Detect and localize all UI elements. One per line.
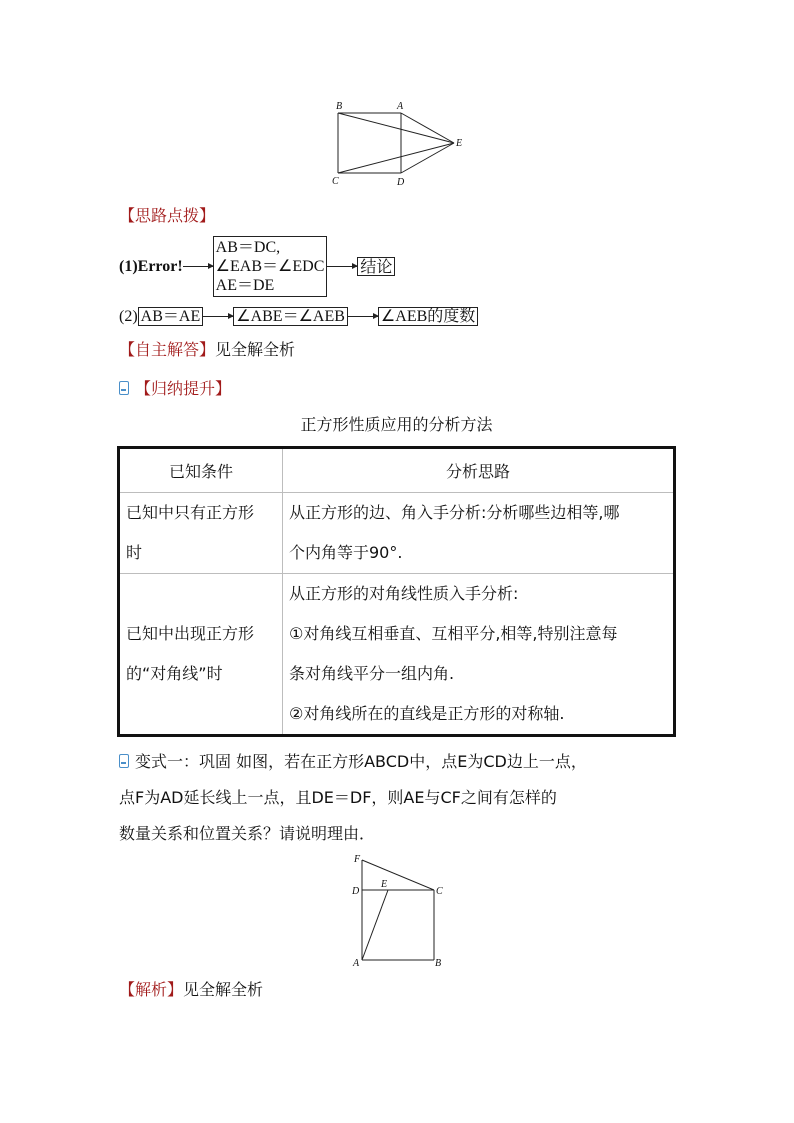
condition-line: 已知中只有正方形 [126, 503, 255, 522]
variant-line: 数量关系和位置关系？请说明理由． [119, 824, 376, 843]
hint-step1 [119, 236, 395, 297]
step1-condition: ∠EAB＝∠EDC [215, 258, 325, 275]
label-e: E [381, 879, 388, 890]
analysis-line: ①对角线互相垂直、互相平分,相等,特别注意每 [289, 624, 618, 643]
step1-conditions-box [213, 236, 328, 297]
step2-label: (2) [119, 307, 138, 325]
analysis-cell [283, 574, 675, 736]
label-a: A [353, 958, 360, 968]
label-e: E [456, 138, 463, 149]
variant-line: 点F为AD延长线上一点，且DE＝DF，则AE与CF之间有怎样的 [119, 788, 557, 807]
table-header-analysis: 分析思路 [283, 448, 675, 493]
condition-line: 时 [126, 543, 143, 562]
label-c: C [436, 886, 443, 897]
condition-line: 的“对角线”时 [126, 664, 223, 683]
analysis-text: 见全解全析 [183, 980, 264, 999]
step2-box: ∠ABE＝∠AEB [233, 307, 348, 326]
summary-heading-row [119, 376, 231, 399]
table-row [119, 493, 675, 574]
analysis-line: 个内角等于90°. [289, 543, 403, 562]
label-c: C [332, 176, 339, 187]
condition-cell [119, 574, 283, 736]
figure-square-abcd-e [330, 98, 465, 188]
condition-cell [119, 493, 283, 574]
self-answer-heading: 【自主解答】 [119, 340, 216, 359]
step1-condition: AB＝DC, [215, 239, 281, 256]
step1-result-box: 结论 [357, 257, 395, 276]
condition-line: 已知中出现正方形 [126, 624, 255, 643]
analysis-line: 从正方形的边、角入手分析:分析哪些边相等,哪 [289, 503, 620, 522]
variant-line [119, 744, 675, 780]
step2-box: ∠AEB的度数 [378, 307, 478, 326]
step1-condition: AE＝DE [215, 277, 275, 294]
label-d: D [397, 177, 405, 188]
pen-icon [119, 381, 129, 395]
pen-icon [119, 754, 129, 768]
analysis-line: ②对角线所在的直线是正方形的对称轴. [289, 704, 565, 723]
label-d: D [352, 886, 360, 897]
variant-question [119, 744, 675, 852]
table-header-row [119, 448, 675, 493]
step1-label: (1)Error! [119, 257, 183, 275]
table-row [119, 574, 675, 736]
label-b: B [336, 101, 343, 112]
label-f: F [354, 854, 361, 865]
step2-box: AB＝AE [138, 307, 204, 326]
label-a: A [397, 101, 404, 112]
variant-line-text: 变式一：巩固 如图，若在正方形ABCD中，点E为CD边上一点， [135, 752, 587, 771]
analysis-cell [283, 493, 675, 574]
arrow-icon [327, 266, 357, 267]
figure-square-abcd-f [348, 852, 448, 968]
analysis-heading: 【解析】 [119, 980, 184, 999]
arrow-icon [348, 316, 378, 317]
arrow-icon [203, 316, 233, 317]
table-header-condition: 已知条件 [119, 448, 283, 493]
hint-step2 [119, 307, 478, 326]
analysis-line: 条对角线平分一组内角. [289, 664, 455, 683]
analysis-line: 从正方形的对角线性质入手分析: [289, 584, 519, 603]
summary-title: 正方形性质应用的分析方法 [300, 415, 493, 434]
hint-heading: 【思路点拨】 [119, 206, 216, 225]
summary-heading: 【归纳提升】 [135, 379, 232, 398]
self-answer-text: 见全解全析 [215, 340, 296, 359]
label-b: B [435, 958, 442, 968]
analysis-answer [119, 980, 263, 1000]
analysis-method-table [117, 446, 676, 737]
arrow-icon [183, 266, 213, 267]
self-answer [119, 340, 295, 360]
